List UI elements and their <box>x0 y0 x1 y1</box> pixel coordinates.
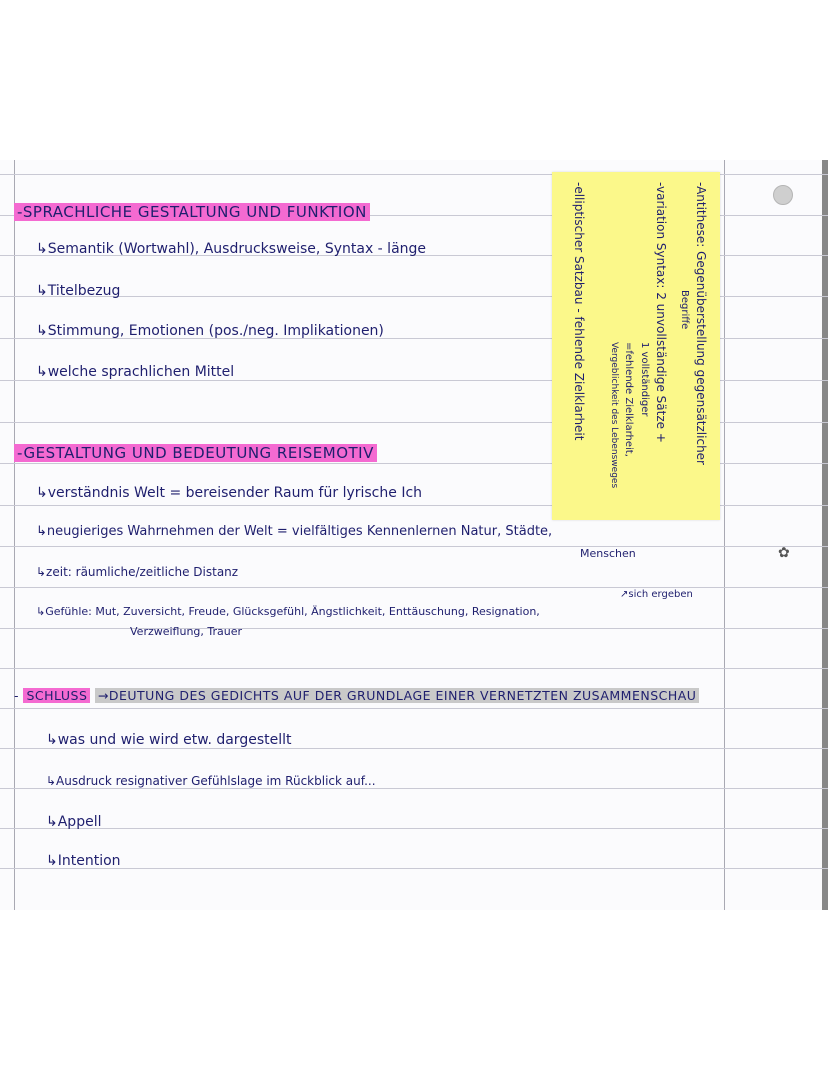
sticky-line: -variation Syntax: 2 unvollständige Sätze + <box>654 182 668 443</box>
schluss-label: SCHLUSS <box>23 688 90 703</box>
section-heading-schluss: - SCHLUSS →DEUTUNG DES GEDICHTS AUF DER GRUNDLAGE EINER VERNETZTEN ZUSAMMENSCHAU <box>14 688 699 703</box>
list-item-continuation: Menschen <box>580 547 636 560</box>
section-heading-reisemotiv: -GESTALTUNG UND BEDEUTUNG REISEMOTIV <box>14 444 377 462</box>
right-margin-line <box>724 160 725 910</box>
list-item: ↳Gefühle: Mut, Zuversicht, Freude, Glücksgefühl, Ängstlichkeit, Enttäuschung, Resignation, <box>36 605 540 618</box>
page-edge <box>822 160 828 910</box>
list-item-continuation: Verzweiflung, Trauer <box>130 625 243 638</box>
ruled-line <box>0 668 828 669</box>
annotation: ↗sich ergeben <box>620 589 693 600</box>
punch-hole <box>773 185 793 205</box>
list-item: ↳Appell <box>46 814 102 830</box>
margin-line <box>14 160 15 910</box>
sticky-line: 1 vollständiger <box>639 342 650 417</box>
section-heading-sprachliche: -SPRACHLICHE GESTALTUNG UND FUNKTION <box>14 203 370 221</box>
sticky-line: -Antithese: Gegenüberstellung gegensätzlicher <box>694 182 708 465</box>
list-item: ↳Titelbezug <box>36 283 121 299</box>
ruled-line <box>0 828 828 829</box>
list-item: ↳neugieriges Wahrnehmen der Welt = vielfältiges Kennenlernen Natur, Städte, <box>36 524 553 539</box>
doodle-icon: ✿ <box>778 545 790 561</box>
ruled-line <box>0 708 828 709</box>
list-item: ↳Semantik (Wortwahl), Ausdrucksweise, Syntax - länge <box>36 241 427 257</box>
sticky-line: Vergeblichkeit des Lebensweges <box>609 342 619 489</box>
ruled-line <box>0 868 828 869</box>
list-item: ↳Stimmung, Emotionen (pos./neg. Implikationen) <box>36 323 384 339</box>
list-item: ↳welche sprachlichen Mittel <box>36 364 235 380</box>
sticky-note <box>552 172 720 520</box>
sticky-line: Begriffe <box>679 290 690 330</box>
ruled-line <box>0 788 828 789</box>
ruled-line <box>0 628 828 629</box>
list-item: ↳was und wie wird etw. dargestellt <box>46 732 292 748</box>
list-item: ↳Intention <box>46 853 121 869</box>
ruled-line <box>0 748 828 749</box>
sticky-line: =fehlende Zielklarheit, <box>623 342 634 457</box>
schluss-heading-rest: →DEUTUNG DES GEDICHTS AUF DER GRUNDLAGE EINER VERNETZTEN ZUSAMMENSCHAU <box>95 688 700 703</box>
list-item: ↳zeit: räumliche/zeitliche Distanz <box>36 565 239 579</box>
sticky-line: -elliptischer Satzbau - fehlende Zielklarheit <box>572 182 586 441</box>
list-item: ↳Ausdruck resignativer Gefühlslage im Rückblick auf... <box>46 774 376 788</box>
ruled-line <box>0 587 828 588</box>
list-item: ↳verständnis Welt = bereisender Raum für lyrische Ich <box>36 485 423 501</box>
ruled-line <box>0 546 828 547</box>
